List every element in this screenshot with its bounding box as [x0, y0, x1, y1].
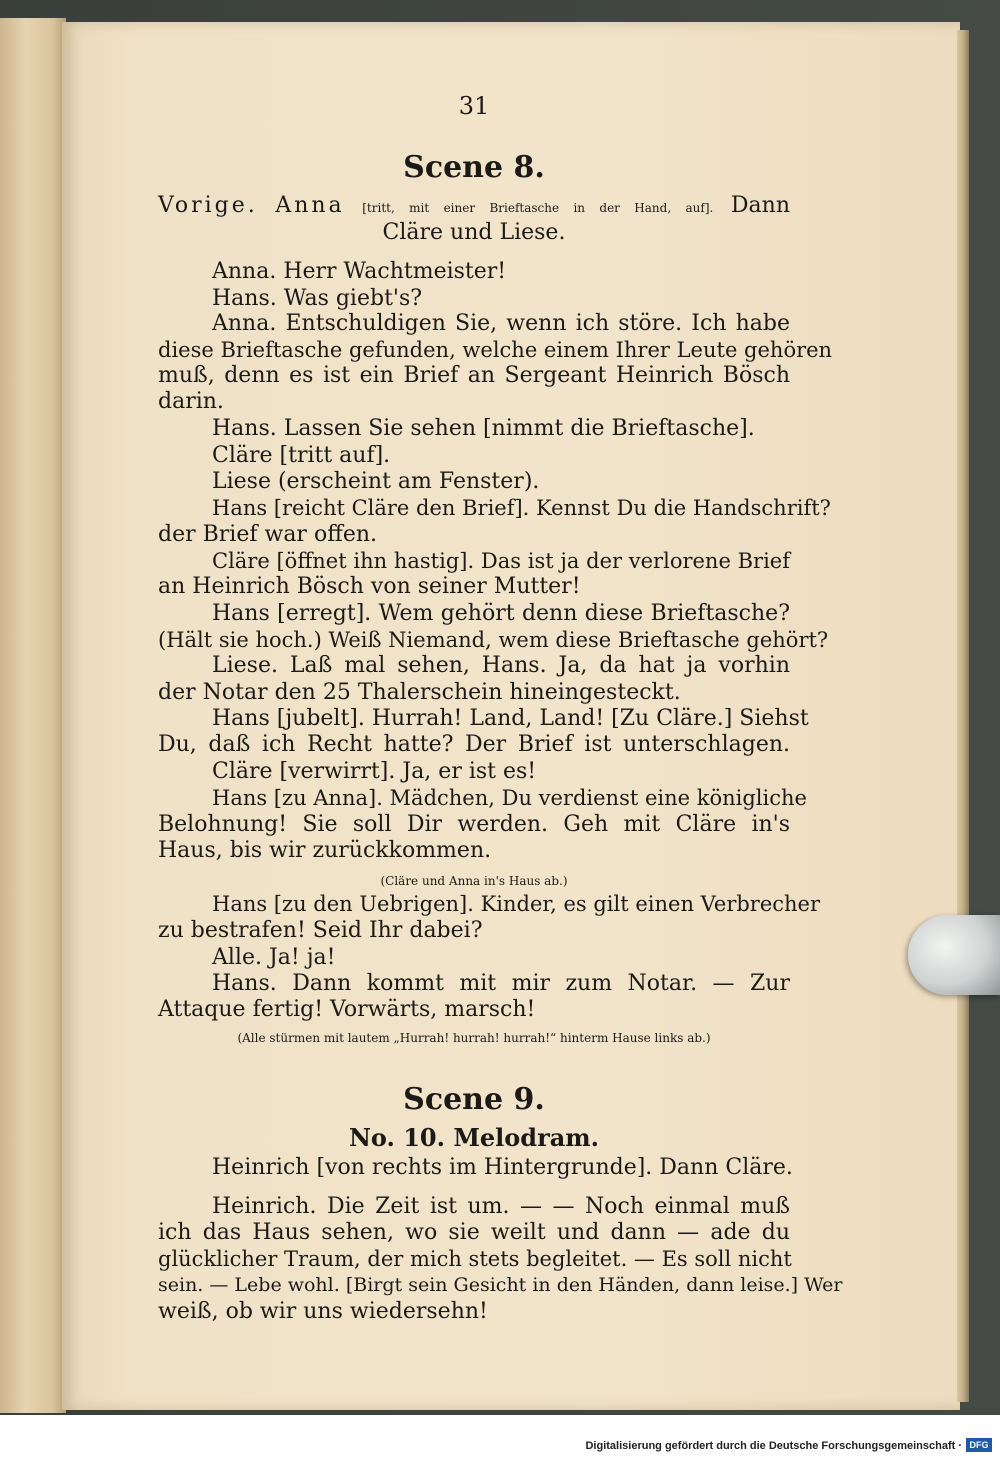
scene-8-intro-line-2: Cläre und Liese.	[382, 220, 566, 245]
text-line: Hans. Dann kommt mit mir zum Notar. — Zur	[212, 971, 790, 996]
text-line: Haus, bis wir zurückkommen.	[158, 838, 492, 863]
stage-direction: (Cläre und Anna in's Haus ab.)	[380, 874, 568, 888]
dfg-logo-icon: DFG	[966, 1438, 992, 1452]
text-line: Cläre [öffnet ihn hastig]. Das ist ja der verlorene Brief	[212, 549, 790, 573]
text-line: Hans [jubelt]. Hurrah! Land, Land! [Zu Cläre.] Siehst	[212, 706, 809, 731]
text-line: glücklicher Traum, der mich stets begleitet. — Es soll nicht	[158, 1247, 792, 1271]
text-line: Hans [erregt]. Wem gehört denn diese Brieftasche?	[212, 601, 790, 626]
text-line: darin.	[158, 389, 224, 414]
text-line: Du, daß ich Recht hatte? Der Brief ist unterschlagen.	[158, 732, 790, 757]
text-line: Liese. Laß mal sehen, Hans. Ja, da hat ja vorhin	[212, 653, 790, 678]
scene-9-number: No. 10. Melodram.	[348, 1123, 600, 1152]
text-line: Attaque fertig! Vorwärts, marsch!	[158, 997, 536, 1022]
text-line: (Hält sie hoch.) Weiß Niemand, wem diese Brieftasche gehört?	[158, 628, 829, 652]
text-line: an Heinrich Bösch von seiner Mutter!	[158, 574, 581, 599]
text-line: Hans [reicht Cläre den Brief]. Kennst Du die Handschrift?	[212, 496, 831, 520]
text-line: zu bestrafen! Seid Ihr dabei?	[158, 918, 483, 943]
text-line: Anna. Entschuldigen Sie, wenn ich störe. Ich habe	[212, 311, 790, 336]
page-number: 31	[458, 92, 490, 120]
text-line: Cläre [verwirrt]. Ja, er ist es!	[212, 759, 537, 784]
text-line: der Notar den 25 Thalerschein hineingesteckt.	[158, 680, 681, 705]
text-line: Hans. Was giebt's?	[212, 286, 423, 311]
text-line: Hans [zu Anna]. Mädchen, Du verdienst eine königliche	[212, 786, 807, 810]
text-line: Heinrich. Die Zeit ist um. — — Noch einmal muß	[212, 1194, 790, 1219]
footer-credit: Digitalisierung gefördert durch die Deutsche Forschungsgemeinschaft ·	[585, 1440, 962, 1452]
text-line: weiß, ob wir uns wiedersehn!	[158, 1299, 488, 1324]
text-line: Belohnung! Sie soll Dir werden. Geh mit Cläre in's	[158, 812, 790, 837]
text-line: diese Brieftasche gefunden, welche einem Ihrer Leute gehören	[158, 338, 833, 362]
scene-9-title: Scene 9.	[403, 1082, 545, 1117]
stage-direction: (Alle stürmen mit lautem „Hurrah! hurrah! hurrah!“ hinterm Hause links ab.)	[237, 1031, 711, 1045]
text-line: der Brief war offen.	[158, 522, 378, 547]
footer-bar	[0, 1415, 1000, 1462]
text-line: Alle. Ja! ja!	[212, 945, 336, 970]
scene-8-title: Scene 8.	[403, 150, 545, 185]
text-line: Heinrich [von rechts im Hintergrunde]. Dann Cläre.	[212, 1155, 793, 1180]
text-line: Anna. Herr Wachtmeister!	[212, 259, 507, 284]
text-line: Hans [zu den Uebrigen]. Kinder, es gilt einen Verbrecher	[212, 892, 821, 916]
left-page-spine	[0, 18, 66, 1413]
text-line: sein. — Lebe wohl. [Birgt sein Gesicht in den Händen, dann leise.] Wer	[158, 1274, 843, 1296]
scene-8-intro-line-1	[158, 192, 790, 222]
intro-stage-direction: [tritt, mit einer Brieftasche in der Hand, auf].	[362, 201, 714, 215]
intro-dann: Dann	[730, 193, 790, 218]
thumb-index-tab	[908, 915, 1000, 995]
text-line: Liese (erscheint am Fenster).	[212, 469, 540, 494]
intro-anna: Anna	[275, 193, 345, 218]
page-edge	[957, 30, 969, 1402]
text-line: ich das Haus sehen, wo sie weilt und dann — ade du	[158, 1220, 790, 1245]
intro-vorige: Vorige.	[158, 193, 258, 218]
text-line: muß, denn es ist ein Brief an Sergeant Heinrich Bösch	[158, 363, 790, 388]
text-line: Hans. Lassen Sie sehen [nimmt die Brieftasche].	[212, 416, 755, 441]
text-line: Cläre [tritt auf].	[212, 443, 391, 468]
